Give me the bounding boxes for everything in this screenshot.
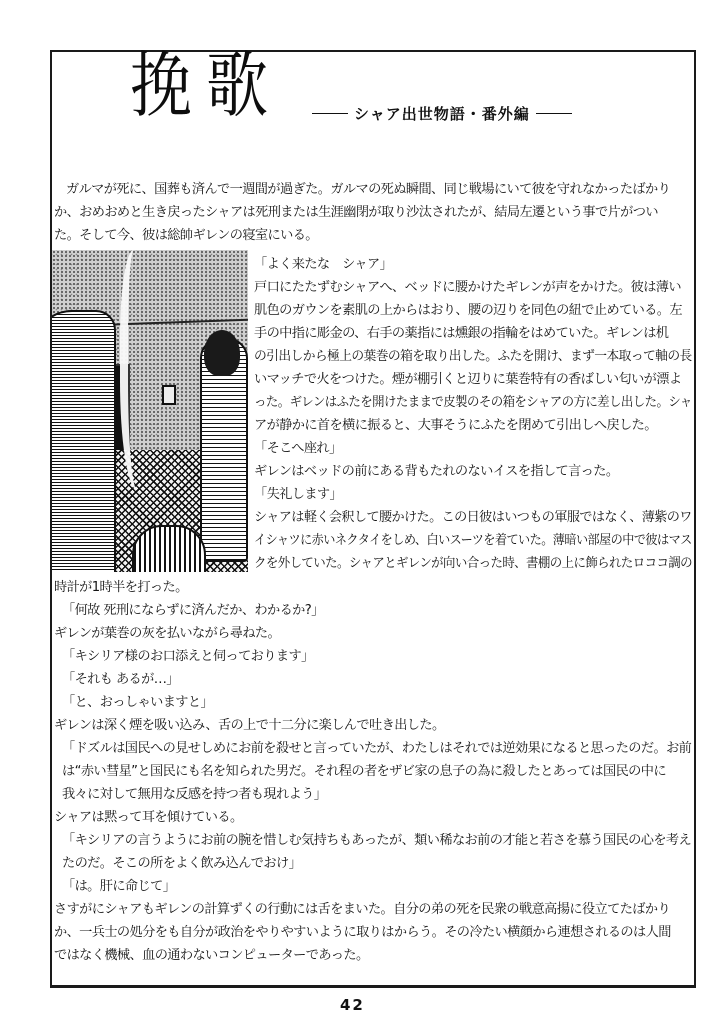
body-line-20: ギレンが葉巻の灰を払いながら尋ねた。 bbox=[54, 626, 281, 641]
story-subtitle bbox=[312, 103, 572, 124]
body-line-6: 肌色のガウンを素肌の上からはおり、腰の辺りを同色の紐で止めている。左 bbox=[254, 303, 682, 318]
body-line-8: の引出しから極上の葉巻の箱を取り出した。ふたを開け、まず一本取って軸の長 bbox=[254, 349, 692, 364]
body-line-11: アが静かに首を横に振ると、大事そうにふたを閉めて引出しへ戻した。 bbox=[254, 418, 657, 433]
body-line-27: 我々に対して無用な反感を持つ者も現れよう」 bbox=[62, 787, 327, 802]
body-line-4: 「よく来たな シャア」 bbox=[254, 257, 393, 272]
story-title: 挽歌 bbox=[130, 43, 283, 128]
subtitle-text: シャア出世物語・番外編 bbox=[354, 105, 530, 123]
body-line-9: いマッチで火をつけた。煙が棚引くと辺りに葉巻特有の香ばしい匂いが漂よ bbox=[254, 372, 682, 387]
body-line-26: は“赤い彗星”と国民にも名を知られた男だ。それ程の者をザビ家の息子の為に殺したとあっては国民の中に bbox=[62, 764, 666, 779]
body-line-1: ガルマが死に、国葬も済んで一週間が過ぎた。ガルマの死ぬ瞬間、同じ戦場にいて彼を守れなかったばかり bbox=[66, 182, 671, 197]
body-line-7: 手の中指に彫金の、右手の薬指には燻銀の指輪をはめていた。ギレンは机 bbox=[254, 326, 669, 341]
body-line-33: か、一兵士の処分をも自分が政治をやりやすいように取りはからう。その冷たい横顔から連想されるのは人間 bbox=[54, 925, 671, 940]
body-line-23: 「と、おっしゃいますと」 bbox=[62, 695, 214, 710]
side-table bbox=[132, 525, 206, 572]
body-line-2: か、おめおめと生き戻ったシャアは死刑または生涯幽閉が取り沙汰されたが、結局左遷という事で片がつい bbox=[54, 205, 658, 220]
body-line-17: クを外していた。シャアとギレンが向い合った時、書棚の上に飾られたロココ調の bbox=[254, 556, 693, 571]
body-line-15: シャアは軽く会釈して腰かけた。この日彼はいつもの軍服ではなく、薄紫のワ bbox=[254, 510, 692, 525]
body-line-28: シャアは黙って耳を傾けている。 bbox=[54, 810, 243, 825]
body-line-16: イシャツに赤いネクタイをしめ、白いスーツを着ていた。薄暗い部屋の中で彼はマス bbox=[254, 533, 692, 548]
body-line-24: ギレンは深く煙を吸い込み、舌の上で十二分に楽しんで吐き出した。 bbox=[54, 718, 445, 733]
body-line-3: た。そして今、彼は総帥ギレンの寝室にいる。 bbox=[54, 228, 318, 243]
body-line-29: 「キシリアの言うようにお前の腕を惜しむ気持ちもあったが、類い稀なお前の才能と若さを慕う国民の心を考え bbox=[62, 833, 692, 848]
body-line-5: 戸口にたたずむシャアへ、ベッドに腰かけたギレンが声をかけた。彼は薄い bbox=[254, 280, 681, 295]
char-head bbox=[204, 330, 240, 376]
subtitle-dash-left bbox=[312, 113, 348, 115]
body-line-25: 「ドズルは国民への見せしめにお前を殺せと言っていたが、わたしはそれでは逆効果になると思ったのだ。お前 bbox=[62, 741, 692, 756]
body-line-31: 「は。肝に命じて」 bbox=[62, 879, 176, 894]
body-line-13: ギレンはベッドの前にある背もたれのないイスを指して言った。 bbox=[254, 464, 619, 479]
body-line-32: さすがにシャアもギレンの計算ずくの行動には舌をまいた。自分の弟の死を民衆の戦意高揚に役立てたばかり bbox=[54, 902, 671, 917]
wall-lamp-icon bbox=[162, 385, 176, 405]
body-line-34: ではなく機械、血の通わないコンピューターであった。 bbox=[54, 948, 369, 963]
subtitle-dash-right bbox=[536, 113, 572, 115]
foreground-figure bbox=[52, 310, 116, 572]
body-line-30: たのだ。そこの所をよく飲み込んでおけ」 bbox=[62, 856, 302, 871]
body-line-21: 「キシリア様のお口添えと伺っております」 bbox=[62, 649, 314, 664]
page-number: 42 bbox=[340, 996, 365, 1014]
body-line-19: 「何故 死刑にならずに済んだか、わかるか?」 bbox=[62, 603, 324, 618]
body-line-18: 時計が1時半を打った。 bbox=[54, 580, 188, 595]
body-line-12: 「そこへ座れ」 bbox=[254, 441, 342, 456]
body-line-10: った。ギレンはふたを開けたままで皮製のその箱をシャアの方に差し出した。シャ bbox=[254, 395, 692, 410]
body-line-22: 「それも あるが…」 bbox=[62, 672, 179, 687]
body-line-14: 「失礼します」 bbox=[254, 487, 343, 502]
manga-illustration bbox=[52, 250, 248, 572]
